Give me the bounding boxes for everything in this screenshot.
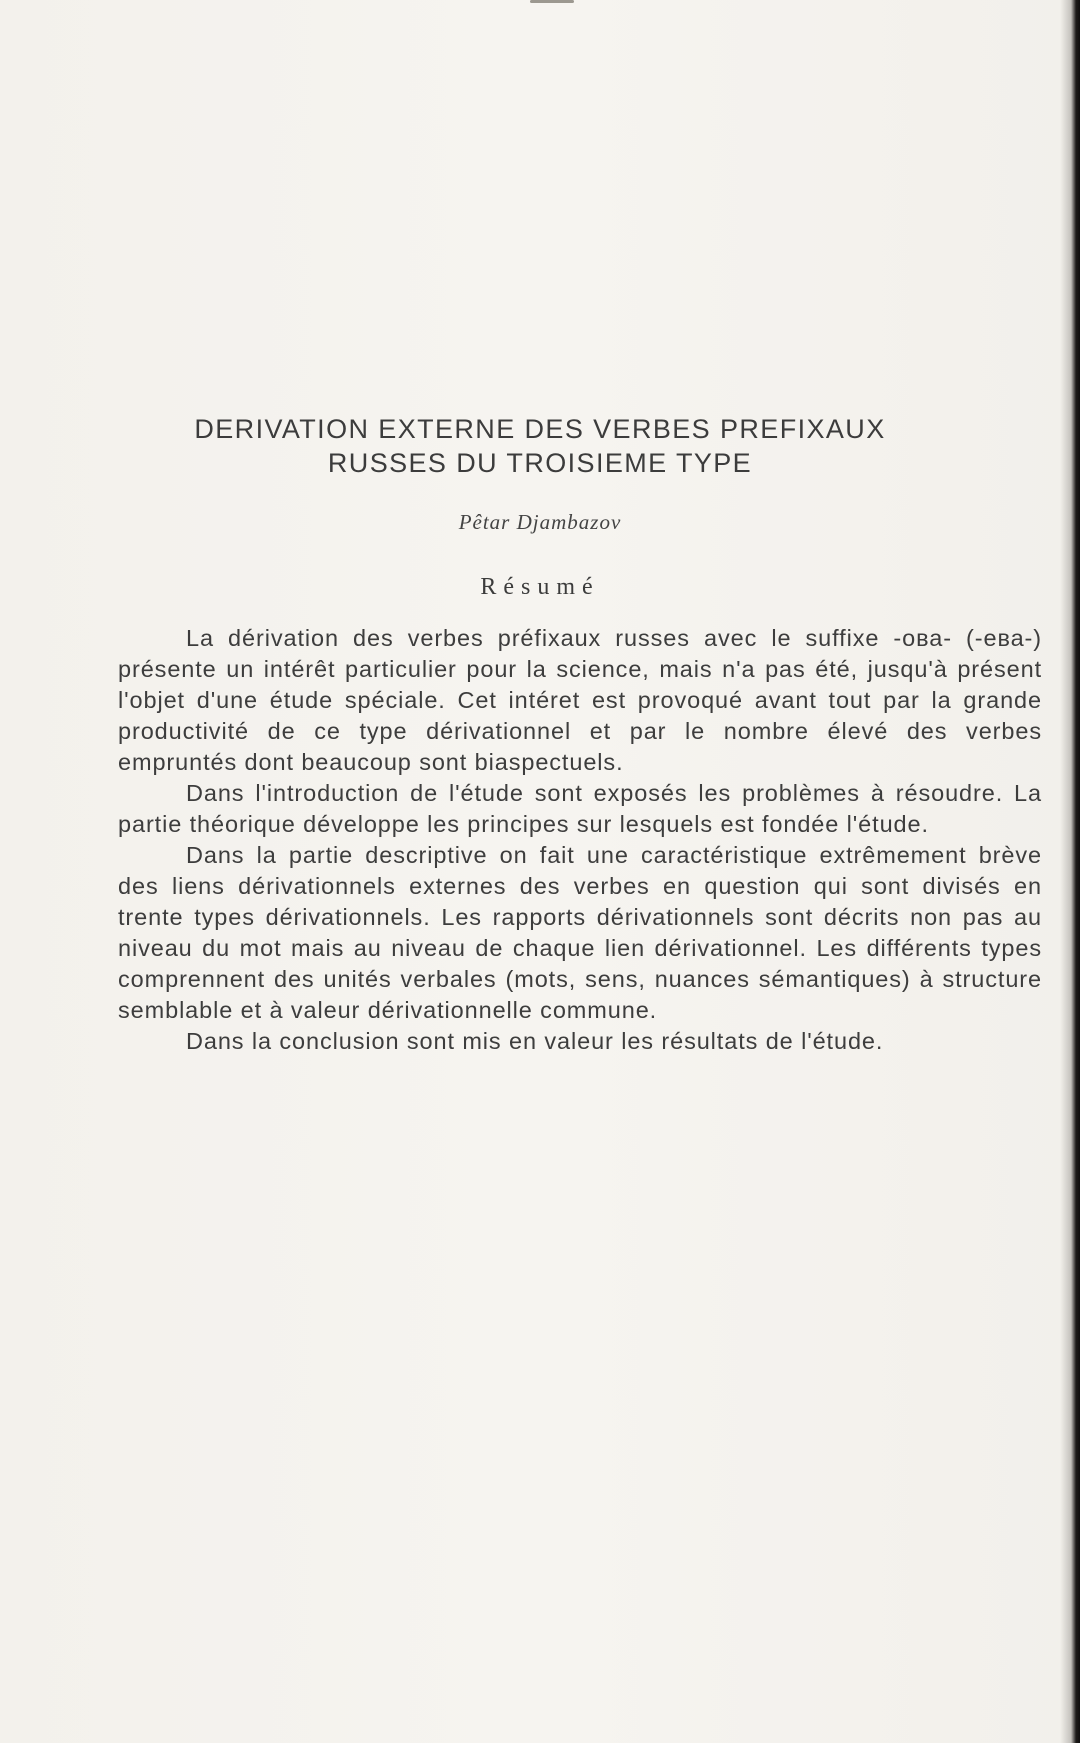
- abstract-paragraph-4: Dans la conclusion sont mis en valeur les résultats de l'étude.: [186, 1028, 884, 1054]
- article-title: [0, 412, 1080, 480]
- author-name: Pêtar Djambazov: [458, 510, 622, 534]
- scan-mark: [530, 0, 574, 3]
- abstract-paragraph-2: Dans l'introduction de l'étude sont exposés les problèmes à résoudre. La partie théorique développe les principes sur lesquels est fondée l'étude.: [118, 780, 1042, 837]
- abstract-paragraph-1: La dérivation des verbes préfixaux russes avec le suffixe -ова- (-ева-) présente un intérêt particulier pour la science, mais n'a pas été, jusqu'à présent l'objet d'une étude spéciale. Cet intéret est provoqué avant tout par la grande productivité de ce type dérivationnel et par le nombre élevé des verbes empruntés dont beaucoup sont biaspectuels.: [118, 625, 1042, 775]
- title-line-1: DERIVATION EXTERNE DES VERBES PREFIXAUX: [194, 414, 886, 444]
- abstract-paragraph-3: Dans la partie descriptive on fait une caractéristique extrêmement brève des liens dérivationnels externes des verbes en question qui sont divisés en trente types dérivationnels. Les rapports dérivationnels sont décrits non pas au niveau du mot mais au niveau de chaque lien dérivationnel. Les différents types comprennent des unités verbales (mots, sens, nuances sémantiques) à structure semblable et à valeur dérivationnelle commune.: [118, 842, 1042, 1023]
- title-line-2: RUSSES DU TROISIEME TYPE: [327, 448, 753, 478]
- page-edge-shadow: [1060, 0, 1080, 1743]
- resume-heading: Résumé: [480, 574, 600, 600]
- abstract-body: [118, 623, 1042, 1057]
